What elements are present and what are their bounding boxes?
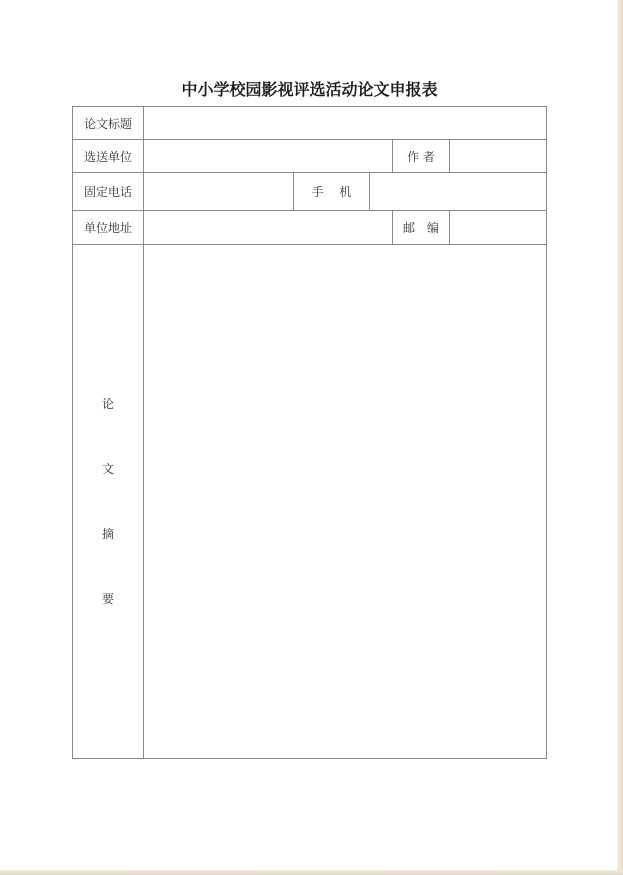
- abstract-label-char: 要: [101, 591, 114, 606]
- abstract-label-char: 摘: [101, 526, 114, 541]
- author-field[interactable]: [449, 139, 547, 173]
- address-field[interactable]: [143, 210, 393, 245]
- author-label: 作 者: [392, 139, 450, 173]
- abstract-label-char: 文: [101, 461, 114, 476]
- page-edge-bottom: [0, 870, 623, 875]
- postcode-field[interactable]: [449, 210, 547, 245]
- form-title: 中小学校园影视评选活动论文申报表: [181, 80, 438, 99]
- mobile-label: 手 机: [293, 172, 370, 211]
- paper-title-label: 论文标题: [72, 106, 144, 140]
- abstract-field[interactable]: [143, 244, 547, 759]
- address-label: 单位地址: [72, 210, 144, 245]
- abstract-label: [72, 244, 144, 759]
- unit-label: 选送单位: [72, 139, 144, 173]
- mobile-field[interactable]: [369, 172, 547, 211]
- phone-label: 固定电话: [72, 172, 144, 211]
- phone-field[interactable]: [143, 172, 294, 211]
- postcode-label: 邮 编: [392, 210, 450, 245]
- page-edge-right: [617, 0, 623, 875]
- unit-field[interactable]: [143, 139, 393, 173]
- paper-title-field[interactable]: [143, 106, 547, 140]
- abstract-label-char: 论: [101, 396, 114, 411]
